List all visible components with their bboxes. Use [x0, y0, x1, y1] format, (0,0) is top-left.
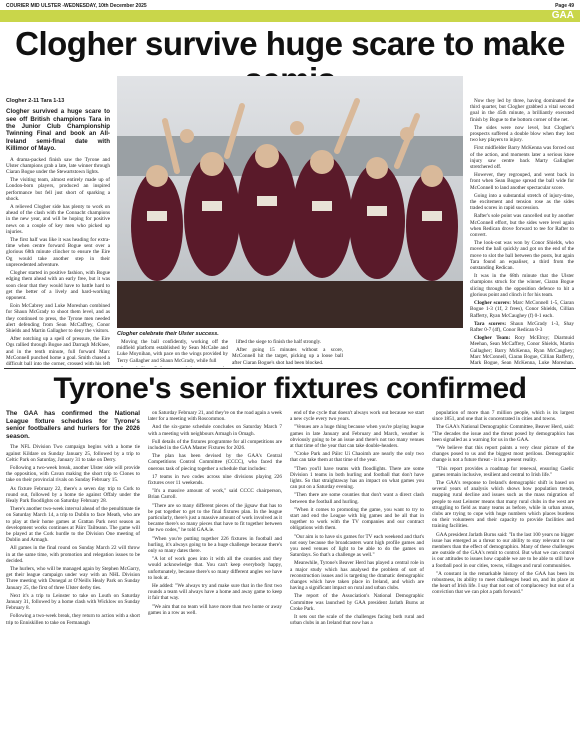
- story1-lead: Clogher survived a huge scare to see off British champions Tara in the Junior Club Championship Twinning Final and book an All-Ireland semi-final date with Killimor of Mayo.: [6, 108, 110, 153]
- team-line-text: Rory McElroy; Diarmuid Meehan, Sean McCaffrey, Conor Shields, Martin Gallagher; Barry McKenna, Ryan McCaughey; Marc McConnell, Ciaran Bogue, Cillian Rafferty, Mark Bogue, Sean McKenna, Luke Moreshan.: [470, 335, 574, 366]
- story1-score: Clogher 2-11 Tara 1-13: [6, 98, 65, 104]
- story2-paragraph: "It's a massive amount of work," said CCCC chairperson, Brian Carroll.: [148, 488, 282, 501]
- story2-paragraph: end of the cycle that doesn't always work out because we start a new cycle every two years.: [290, 410, 424, 423]
- story2-paragraph: GAA president Jarlath Burns said: "In the last 100 years no bigger issue has emerged as a threat to our ability to stay relevant to our members than the effect of demographics. Many of these challenges are outside of the GAA's remit to control. But what we can control is our attitudes to issues how capable we are to be able to still have a football pool in our cities, towns, villages and rural communities.: [432, 531, 574, 569]
- story2-column-2: [148, 410, 282, 734]
- story1-paragraph: lifted the siege to finish the half strongly.: [236, 339, 322, 345]
- story1-paragraph: After notching up a spell of pressure, the Eire Ogs rallied through Bogue and Darragh McKnee, and in the tenth minute, full forward Marc McConnell punched home a goal. Smith chased a difficult ball into the corner, crossed with his left: [6, 336, 110, 366]
- team-line-label: Tara scorers:: [474, 320, 511, 327]
- story2-paragraph: "We believe that this report paints a very clear picture of the changes posed to us and the biggest most perilous. Demographic change is not a future threat - it is a present reality.: [432, 445, 574, 464]
- story1-paragraph: A drama-packed finish saw the Tyrone and Ulster champions grab a late, late winner through Ciaran Bogue under the Stewartstown lights.: [6, 156, 110, 176]
- story2-paragraph: "This report provides a roadmap for renewal, ensuring Gaelic games remain inclusive, resilient and central to Irish life.": [432, 465, 574, 478]
- story2-paragraph: "A constant in the remarkable history of the GAA has been its robustness, its ability to meet challenges head on, and its place at the heart of Irish life. I say that not out of complacency but out of a conviction that we can plot a path forward.": [432, 570, 574, 596]
- story2-paragraph: The NFL Division Two campaign begins with a home tie against Kildare on Sunday January 25, followed by a trip to Celtic Park on Saturday, January 31 to take on Derry.: [6, 444, 140, 463]
- story1-paragraph: The sides were now level, but Clogher's prospects suffered a double blow when they lost two key players to injury.: [470, 124, 574, 144]
- story1-column-1: [6, 98, 110, 366]
- story2-column-3: [290, 410, 424, 734]
- story1-paragraph: First midfielder Barry McKenna was forced out of the action, and moments later a serious knee injury saw centre back Marty Gallagher stretchered off.: [470, 145, 574, 171]
- section-tag: GAA: [551, 10, 574, 21]
- team-lineups: [470, 300, 574, 366]
- story2-paragraph: "When it comes to promoting the game, you want to try to start and end the League with big games and be all that in together to work with the TV companies and our contract obligations with them.: [290, 506, 424, 532]
- story2-paragraph: "Our aim is to have six games for TV each weekend and that's not easy because the broadcasters want high profile games and you need venues of light to be able to do the games on Saturdays. So that's a challenge as well.": [290, 533, 424, 559]
- story2-paragraph: "When you're putting together 226 fixtures in football and hurling, it's always going to be a huge challenge because there's only so many dates there.: [148, 535, 282, 555]
- story2-paragraph: 17 teams in two codes across nine divisions playing 226 fixtures over 11 weekends.: [148, 473, 282, 487]
- team-line: [470, 300, 574, 319]
- masthead: [0, 0, 580, 10]
- section-bar: [0, 10, 580, 22]
- story2-headline: Tyrone's senior fixtures confirmed: [53, 372, 527, 405]
- team-line-label: Clogher scorers:: [474, 300, 513, 307]
- story2-paragraph: on Saturday February 21, and they're on the road again a week later for a meeting with Roscommon.: [148, 410, 282, 423]
- story1-paragraph: After going 15 minutes without a score, McConnell hit the target, picking up a loose ball after Ciaran Bogue's shot had been blocked.: [232, 347, 343, 366]
- photo-caption: Clogher celebrate their Ulster success.: [117, 331, 219, 337]
- story1-paragraph: Rafter's sole point was cancelled out by another McConnell effort, but the sides were level again when Redican drove forward to tee for Rafter to convert.: [470, 213, 574, 239]
- story1-paragraph: The look-out was won by Conor Shields, who moved the ball quickly and got on the end of the move to slot the ball between the posts, but again Tara found an equaliser, a third from the outstanding Redican.: [470, 240, 574, 272]
- story2-paragraph: "Croke Park and Páirc Uí Chaoimh are nearly the only two that can take them at that time of the year.: [290, 451, 424, 464]
- story2-paragraph: And the six-game schedule concludes on Saturday March 7 with a meeting with neighbours Armagh in Omagh.: [148, 424, 282, 437]
- story2-paragraph: All games in the final round on Sunday March 22 will throw in at the same time, with promotion and relegation issues to be decided.: [6, 545, 140, 564]
- story1-paragraph: The first half was like it was heading for extra-time when centre forward Bogue sent over a glorious 68th minute clincher to ensure the Eire Og would take another step in their unprecedented adventure.: [6, 237, 110, 268]
- story-divider: [4, 368, 576, 369]
- publication-line: COURIER MID ULSTER -WEDNESDAY, 10th December 2025: [6, 3, 147, 9]
- team-line: [470, 321, 574, 333]
- celebration-photo: [117, 76, 463, 328]
- story1-paragraph: Going into a substantial stretch of injury-time, the excitement and tension rose as the sides traded scores in rapid succession.: [470, 192, 574, 212]
- story2-paragraph: The hurlers, who will be managed again by Stephen McGarry, get their league campaign under way with an NHL Division Three meeting with Donegal at O'Neills Healy Park on Sunday January 25, the first of three Ulster derby ties.: [6, 566, 140, 591]
- story1-paragraph: [117, 366, 228, 367]
- story1-paragraph: Now they led by three, having dominated the third quarter, but Clogher grabbed a vital second goal in the 45th minute, a brilliantly executed finish by Bogue to the bottom corner of the net.: [470, 98, 574, 123]
- story2-paragraph: As fixture February 22, there's a seven day trip to Cork to round out, followed by a home tie against Offaly under the Healy Park floodlights on Saturday February 28.: [6, 485, 140, 504]
- story2-paragraph: "A lot of work goes into it with all the counties and they would acknowledge that. You can't keep everybody happy, unfortunately, because there's so many different angles we have to look at.: [148, 556, 282, 581]
- story2-paragraph: Next it's a trip to Leinster to take on Louth on Saturday January 31, followed by a home clash with Wicklow on Sunday February 8.: [6, 592, 140, 612]
- story2-paragraph: Full details of the fixtures programme for all competitions are included in the GAA Master Fixtures for 2026.: [148, 438, 282, 452]
- story2-column-1: [6, 410, 140, 734]
- team-line: [470, 335, 574, 366]
- story2-paragraph: There's another two-week interval ahead of the penultimate tie on Saturday March 14, a trip to Dublin to face Meath, who are to play at their home games at Grattan Park next season as development works continues at Páirc Tailteann. The game will be played at the Cork hurdle to the Division One meeting of Dublin and Armagh.: [6, 506, 140, 544]
- story1-paragraph: Clogher started in positive fashion, with Bogue edging them ahead with an early free, but it was soon clear that they would have to battle hard to get the better of a lively and hard-working opponent.: [6, 270, 110, 301]
- team-line-text: Shaun McGrady 1-3, Shay Rafter 0-7 (4f), Conor Redican 0-3: [470, 320, 574, 333]
- story1-column-4: [470, 98, 574, 366]
- story2-paragraph: It sets out the scale of the challenges facing both rural and urban clubs in an Ireland that now has a: [290, 614, 424, 627]
- team-line-label: Clogher Team:: [474, 335, 515, 342]
- story1-paragraph: Moving the ball confidently, working off the midfield platform established by Sean McCabe and Luke Moynihan, with pace on the wings provided by Terry Gallagher and Shaun McGrady, while full: [117, 339, 228, 364]
- story2-paragraph: "We aim that no team will have more than two home or away games in a row as well.: [148, 603, 282, 616]
- story2-paragraph: He added: "We always try and make sure that in the first two rounds a team will always have a home and away game to keep it fair that way.: [148, 583, 282, 602]
- story1-column-2: [117, 339, 228, 367]
- team-line-text: Marc McConnell 1-5, Ciaran Bogue 1-3 (1f, 2 frees), Conor Shields, Cillian Rafferty, Ryan McCaughey (f) 0-1 each.: [470, 300, 574, 319]
- story2-paragraph: The GAA's response to Ireland's demographic shift is based on several years of analysis which shows how population trends, mapping rural decline and issues such as the mass migration of people to east Leinster means that many rural clubs in the west are struggling to field as many teams as before, while in urban areas, clubs are trying to cope with huge numbers which places burdens on their volunteers and their capacity to provide facilities and training facilities.: [432, 480, 574, 530]
- story2-paragraph: The plan has been devised by the GAA's Central Competitions Control Committee (CCCC), who faced the onerous task of piecing together a schedule that includes:: [148, 453, 282, 472]
- story2-paragraph: The GAA's National Demographic Committee, Beaver Herd, said: "The decades the issue and the threat posed by demographics has been signalled as a warning for us in the GAA.: [432, 424, 574, 443]
- celebration-photo-art: [117, 76, 463, 328]
- story1-paragraph: A relieved Clogher side has plenty to work on ahead of the clash with the Connacht champions in the new year, and will be hoping for positive news on a couple of key men who picked up injuries.: [6, 204, 110, 235]
- story2-paragraph: Following a two-week break, they return to action with a short trip to Enniskillen to take on Fermanagh: [6, 613, 140, 626]
- page-number: Page 49: [555, 3, 574, 9]
- story2-paragraph: The report of the Association's National Demographic Committee was launched by GAA president Jarlath Burns at Croke Park.: [290, 593, 424, 612]
- story1-paragraph: It was in the 68th minute that the Ulster champions struck for the winner, Ciaran Bogue slicing through the opposition defence to hit a glorious point and clinch it for his team.: [470, 273, 574, 298]
- story2-paragraph: "Then you'll have teams with floodlights. There are some Division 1 teams in both hurling and football that don't have lights. So that straightaway has an impact on what games you can put on a Saturday evening.: [290, 465, 424, 491]
- story1-paragraph: Eoin McCabrey and Luke Moreshan combined for Shaun McGrady to shoot them level, and as they continued to press, the Tyrone men needed alert defending from Sean McCaffrey, Conor Shields and Martin Gallagher to deny the visitors.: [6, 303, 110, 334]
- story1-paragraph: However, they regrouped, and went back in front when Sean Bogue spread the ball wide for McConnell to land another spectacular score.: [470, 172, 574, 191]
- story2-paragraph: Following a two-week break, another Ulster side will provide the opposition, with Cavan making the short trip to Clones to take on their provincial rivals on Sunday February 15.: [6, 464, 140, 484]
- story1-headline: Clogher survive huge scare to make: [15, 25, 565, 62]
- story2-paragraph: Meanwhile, Tyrone's Beaver Herd has played a central role in a major study which has analysed the problem of sort of reconstruction issues and is targeting the dramatic demographic changes which have taken place in Ireland, and which are having a significant impact on rural and urban clubs.: [290, 560, 424, 592]
- story2-lead: The GAA has confirmed the National League fixture schedules for Tyrone's senior footballers and hurlers for the 2026 season.: [6, 410, 140, 440]
- story2-paragraph: population of more than 7 million people, which is its largest since 1851, and one that is concentrated in cities and towns.: [432, 410, 574, 423]
- story2-paragraph: "Venues are a huge thing because when you're playing league games in late January and February and March, weather is obviously going to be an issue and there's not too many venues at that time of the year that can take double-headers.: [290, 424, 424, 450]
- story1-paragraph: The visiting team, almost entirely made up of London-born players, produced an inspired performance but fell just short of sparking a shock.: [6, 177, 110, 202]
- story2-paragraph: "Then there are some counties that don't want a direct clash between the football and hurling.: [290, 492, 424, 505]
- story2-column-4: [432, 410, 574, 734]
- story1-column-3: [232, 339, 343, 367]
- story2-paragraph: "There are so many different pieces of the jigsaw that has to be put together to get to the final fixtures plan. In the league particularly, there's just a massive amount of work involved as it became there's so many pieces that have to fit together between the two codes," he told GAA.ie.: [148, 502, 282, 534]
